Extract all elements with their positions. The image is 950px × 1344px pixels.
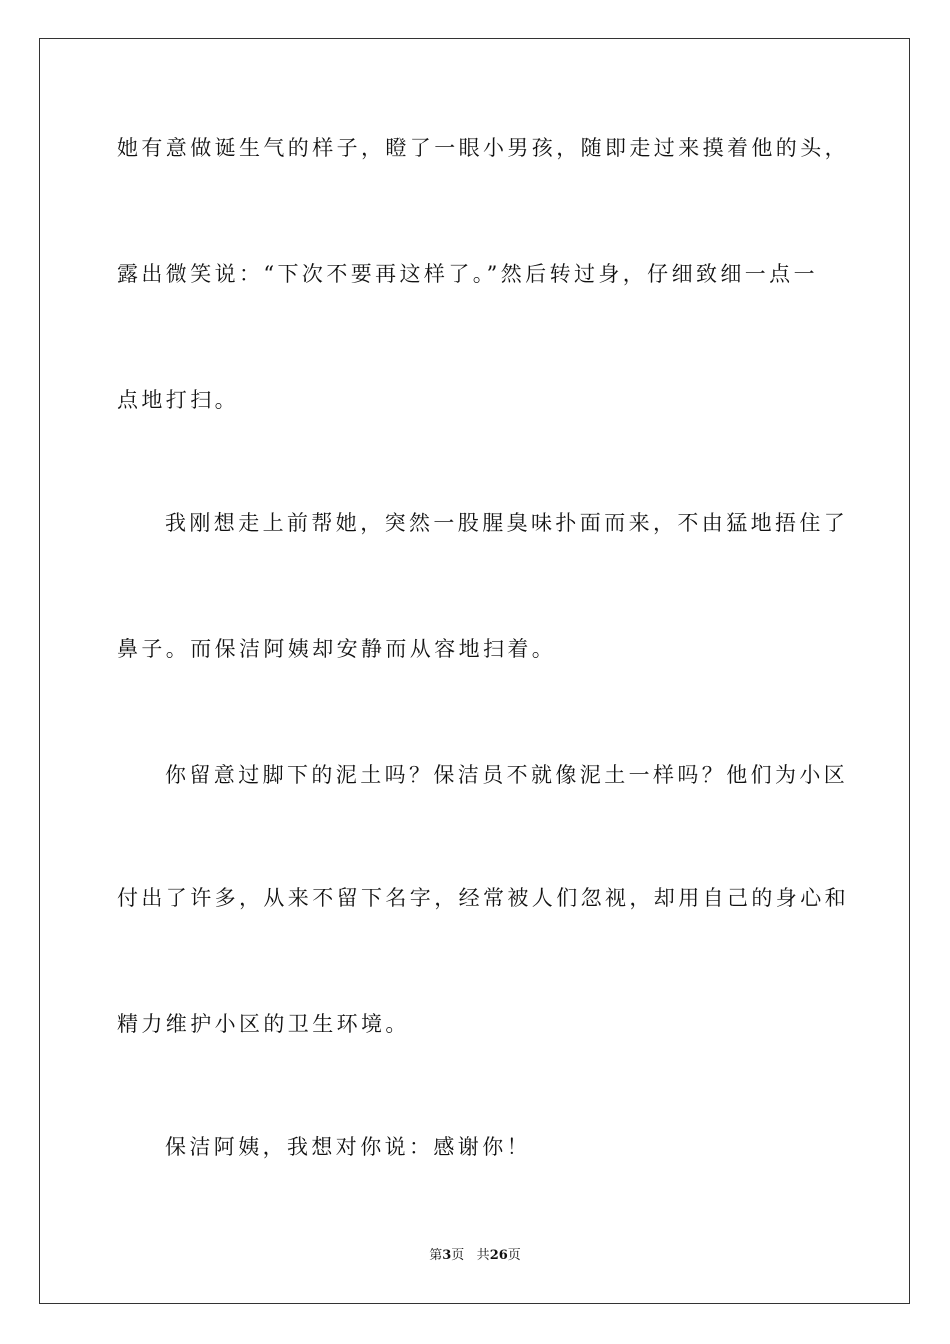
- paragraph-first-line: 我刚想走上前帮她，突然一股腥臭味扑面而来，不由猛地捂住了: [165, 511, 849, 535]
- page-suffix: 页: [451, 1248, 465, 1263]
- text-line: 精力维护小区的卫生环境。: [117, 1012, 410, 1036]
- text-line: 鼻子。而保洁阿姨却安静而从容地扫着。: [117, 637, 557, 661]
- text-line: 点地打扫。: [117, 388, 239, 412]
- text-line: 付出了许多，从来不留下名字，经常被人们忽视，却用自己的身心和: [117, 886, 849, 910]
- page-prefix: 第: [429, 1248, 443, 1263]
- total-suffix: 页: [507, 1248, 521, 1263]
- page-number: 3: [442, 1248, 452, 1263]
- paragraph-first-line: 你留意过脚下的泥土吗？保洁员不就像泥土一样吗？他们为小区: [165, 763, 849, 787]
- page-border: [39, 38, 910, 1304]
- page-footer: [0, 1247, 950, 1265]
- total-prefix: 共: [476, 1248, 490, 1263]
- text-line: 她有意做诞生气的样子，瞪了一眼小男孩，随即走过来摸着他的头，: [117, 136, 849, 160]
- total-pages: 26: [489, 1248, 508, 1263]
- paragraph-first-line: 保洁阿姨，我想对你说：感谢你！: [165, 1135, 531, 1159]
- text-line: 露出微笑说：“下次不要再这样了。”然后转过身，仔细致细一点一: [117, 262, 818, 286]
